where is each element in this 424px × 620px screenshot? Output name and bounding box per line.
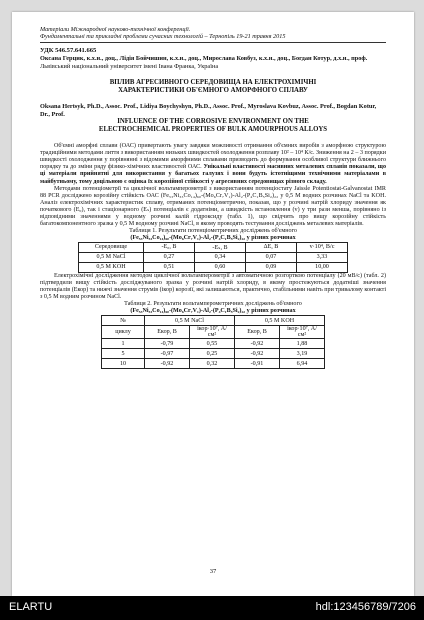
table-cell: 10 <box>102 359 145 369</box>
header-line-1: Матеріали Міжнародної науково-технічної конференції. <box>40 26 191 33</box>
table-1 <box>78 242 348 273</box>
table-cell: 5 <box>102 349 145 359</box>
table-2-formula: (Fe₅₃Ni₃₃Co₁₄)₆₀-(Mo₆Cr₇V₁)-Al₂-(P₄C₁B₅Si₂)₂₂ у різних розчинах <box>130 308 296 315</box>
paragraph-1-bold: Унікальні властивості масивних металевих сплавів показали, що ці матеріали прийнятні для використання у багатьох галузях і вони будуть істотніщими технічними матеріалами в майбутньому, тому доцільною є оцінка їх корозійної стійкості у агресивних середовищах різного складу. <box>40 164 386 185</box>
paragraph-1-text: Об'ємні аморфні сплави (ОАС) привертають увагу завдяки можливості отримання об'ємних виробів з аморфною структурою традиційними методами лиття з використанням низьких швидкостей охолодження розплаву 10² – 10⁴ К/с. Зниження на 2 – 3 порядки швидкості охолодження у порівнянні з відомими аморфними сплавами призводить до формування особливої структури ближнього порядку та до зміни ряду фізико-хімічних властивостей ОАС. <box>40 143 386 171</box>
table-cell: 0,55 <box>190 339 235 349</box>
affiliation: Львівський національний університет імені Івана Франка, Україна <box>40 62 219 70</box>
table-header-cell: iкор·10⁷, А/см² <box>280 326 325 339</box>
page-number: 37 <box>209 568 217 575</box>
table-row <box>102 349 325 359</box>
authors-ua: Оксана Герцик, к.х.н., доц., Лідія Бойчишин, к.х.н., доц., Мирослава Ковбуз, к.х.н., доц., Богдан Котур, д.х.н., проф. <box>40 54 368 62</box>
table-cell: 0,27 <box>144 252 195 262</box>
table-cell: 10,00 <box>297 262 348 272</box>
table-header-cell: v·10⁴, В/с <box>297 242 348 252</box>
title-ua-line-1: ВПЛИВ АГРЕСИВНОГО СЕРЕДОВИЩА НА ЕЛЕКТРОХІМІЧНІ <box>109 79 317 87</box>
page-content <box>40 26 386 369</box>
footer-bar <box>0 596 424 620</box>
table-cell: 0,25 <box>190 349 235 359</box>
table-header-cell: Eкор, В <box>235 326 280 339</box>
table-cell: 0,32 <box>190 359 235 369</box>
table-row <box>102 316 325 326</box>
table-header-cell: Середовище <box>79 242 144 252</box>
table-cell: 3,33 <box>297 252 348 262</box>
title-ua <box>40 79 386 95</box>
table-cell: 1 <box>102 339 145 349</box>
table-cell: 0,51 <box>144 262 195 272</box>
title-en-line-2: ELECTROCHEMICAL PROPERTIES OF BULK AMOURPHOUS ALLOYS <box>98 126 328 134</box>
table-header-cell: ΔE, В <box>246 242 297 252</box>
table-header-cell: № <box>102 316 145 326</box>
table-cell: 3,19 <box>280 349 325 359</box>
table-2 <box>101 315 325 369</box>
table-cell: 0,5 M KOH <box>79 262 144 272</box>
table-row <box>102 339 325 349</box>
table-header-cell: iкор·10⁷, А/см² <box>190 326 235 339</box>
table-header-cell: 0,5 M KOH <box>235 316 325 326</box>
udk-code: УДК 546.57.641.665 <box>40 46 97 54</box>
table-row <box>102 359 325 369</box>
table-cell: 0,07 <box>246 252 297 262</box>
conference-header <box>40 26 386 40</box>
table-cell: 0,60 <box>195 262 246 272</box>
table-cell: 0,5 M NaCl <box>79 252 144 262</box>
paragraph-3: Електрохімічні дослідження методом циклічної вольтамперометрії з автоматичною розгорткою потенціалу (20 мВ/с) (табл. 2) підтвердили вищу стійкість досліджуваного зразка у розчині натрій хлориду, в якому простежуються додатніші значення потенціалів (Eкор) та нижчі значення струмів (iкор) корозії, які залишаються, практично, стабільними навіть при тривалому контакті з 0,5 М водним розчином NaCl. <box>40 272 387 301</box>
table-cell: -0,92 <box>235 339 280 349</box>
table-1-caption: Таблиця 1. Результати потенціометричних досліджень об'ємного <box>129 227 297 234</box>
table-cell: -0,79 <box>145 339 190 349</box>
table-1-formula: (Fe₅₃Ni₃₃Co₁₄)₆₀-(Mo₆Cr₇V₁)-Al₂-(P₄C₁B₅Si₂)₂₂ у різних розчинах <box>130 234 296 241</box>
table-row <box>79 262 348 272</box>
footer-repository: ELARTU <box>9 601 53 613</box>
table-cell: -0,91 <box>235 359 280 369</box>
paragraph-2: Методами потенціометрії та циклічної вольтамперометрії з використанням потенціостату Jaissle Potentiostat-Galvanostat IMR 88 PCR досліджено корозійну стійкість ОАС (Fe₅₃Ni₃₃Co₁₄)₆₀-(Mo₆Cr₇V₁)-Al₂-(P₄C₁B₅Si₂)₂₂ у 0,5 М водних розчинах NaCl та KOH. Аналіз електрохімічних характеристик сплаву, отриманих потенціометрично, показав, що у розчині натрій хлориду значення як початкового (E₀), так і стаціонарного (Eₛ) потенціалів є додатніми, а швидкість встановлення (v) у три рази менша, порівняно із відповідними значеннями у водному розчині калій гідроксиду (табл. 1), що свідчить про вищу корозійну стійкість багатокомпонентного зразка у 0,5 М водному розчині NaCl, в якому проводять тестування досліджень металевих матеріалів. <box>40 185 386 227</box>
table-cell: -0,92 <box>235 349 280 359</box>
table-cell: 6,94 <box>280 359 325 369</box>
table-cell: -0,92 <box>145 359 190 369</box>
table-header-cell: -E₀, В <box>144 242 195 252</box>
title-en-line-1: INFLUENCE OF THE CORROSIVE ENVIRONMENT ON THE <box>117 118 309 126</box>
table-row <box>79 252 348 262</box>
paragraph-1 <box>40 143 386 185</box>
table-header-cell: -Eₛ, В <box>195 242 246 252</box>
table-cell: 0,34 <box>195 252 246 262</box>
authors-en: Oksana Hertsyk, Ph.D., Assoc. Prof., Lidiya Boychyshyn, Ph.D., Assoc. Prof., Myroslava Kovbuz, Assoc. Prof., Bogdan Kotur, Dr., Prof. <box>40 103 377 118</box>
table-header-cell: Eкор, В <box>145 326 190 339</box>
title-ua-line-2: ХАРАКТЕРИСТИКИ ОБ'ЄМНОГО АМОРФНОГО СПЛАВУ <box>118 87 308 95</box>
table-2-caption: Таблиця 2. Результати вольтамперометричних досліджень об'ємного <box>124 301 302 308</box>
table-header-cell: циклу <box>102 326 145 339</box>
table-row <box>79 242 348 252</box>
table-cell: -0,97 <box>145 349 190 359</box>
table-row <box>102 326 325 339</box>
footer-handle: hdl:123456789/7206 <box>315 601 416 613</box>
table-cell: 0,09 <box>246 262 297 272</box>
header-line-2: Фундаментальні та прикладні проблеми сучасних технологій – Тернопіль 19-21 травня 2015 <box>40 33 286 41</box>
document-page <box>12 12 414 596</box>
table-header-cell: 0,5 M NaCl <box>145 316 235 326</box>
header-rule <box>40 42 386 43</box>
title-en <box>40 118 386 134</box>
table-cell: 1,88 <box>280 339 325 349</box>
